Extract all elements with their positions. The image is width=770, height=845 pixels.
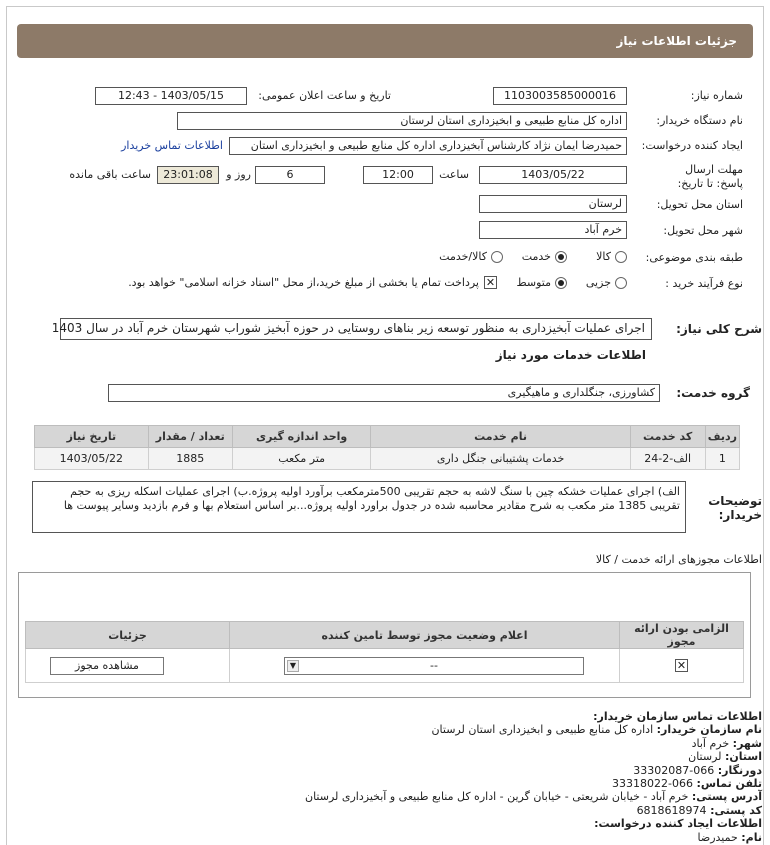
cell-service-code: الف-2-24 xyxy=(630,448,705,470)
contact-fax-row: دورنگار: 066-33302087 xyxy=(633,763,762,777)
treasury-checkbox[interactable]: ✕ xyxy=(485,276,496,289)
province-field: لرستان xyxy=(479,195,627,213)
city-field: خرم آباد xyxy=(479,221,627,239)
cell-permit-required xyxy=(620,649,744,683)
contact-org-row: نام سازمان خریدار: اداره کل منابع طبیعی و ابخیزداری استان لرستان xyxy=(431,723,762,737)
payment-note: پرداخت تمام یا بخشی از مبلغ خرید،از محل "اسناد خزانه اسلامی" خواهد بود. xyxy=(128,276,479,289)
cell-permit-status xyxy=(230,649,620,683)
deadline-date-field: 1403/05/22 xyxy=(479,166,627,184)
contact-city-row: شهر: خرم آباد xyxy=(691,736,762,750)
announce-field: 1403/05/15 - 12:43 xyxy=(95,87,247,105)
view-permit-button[interactable]: مشاهده مجوز xyxy=(50,657,164,675)
contact-phone-row: تلفن تماس: 066-33318022 xyxy=(612,777,762,791)
province-label: استان محل تحویل: xyxy=(656,198,743,211)
need-number-field: 1103003585000016 xyxy=(493,87,627,105)
category-radio-goods[interactable] xyxy=(615,251,627,263)
buyer-org-field: اداره کل منابع طبیعی و ابخیزداری استان لرستان xyxy=(177,112,627,130)
service-group-label: گروه خدمت: xyxy=(676,386,750,400)
services-table-header xyxy=(35,426,740,448)
days-field: 6 xyxy=(255,166,325,184)
process-option-medium: متوسط xyxy=(516,276,551,289)
buyer-org-label: نام دستگاه خریدار: xyxy=(656,114,743,127)
col-quantity: تعداد / مقدار xyxy=(148,426,232,448)
permits-title: اطلاعات مجوزهای ارائه خدمت / کالا xyxy=(595,553,762,566)
col-permit-details: جزئیات xyxy=(26,622,230,649)
col-service-code: کد خدمت xyxy=(630,426,705,448)
buyer-contact-section xyxy=(22,710,762,844)
buyer-notes-label: توضیحات خریدار: xyxy=(708,494,762,522)
category-option-goods: کالا xyxy=(596,250,611,263)
description-label: شرح کلی نیاز: xyxy=(676,322,762,336)
creator-title: اطلاعات ایجاد کننده درخواست: xyxy=(594,817,762,831)
cell-row: 1 xyxy=(705,448,739,470)
process-option-minor: جزیی xyxy=(585,276,611,289)
buyer-notes-field: الف) اجرای عملیات خشکه چین با سنگ لاشه به حجم تقریبی 500مترمکعب برآورد اولیه پروژه.ب) اجرای عملیات اسکله ریزی به حجم تقریبی 1385 متر مکعب به شرح مقادیر محاسبه شده در جدول براورد اولیه پروژه...بر اساس استعلام بها و فرم بازدید وسایر پیوست ها xyxy=(32,481,686,533)
description-field: اجرای عملیات آبخیزداری به منظور توسعه زیر بناهای روستایی در حوزه آبخیز شوراب شهرستان خرم آباد در سال 1403 xyxy=(60,318,652,340)
cell-quantity: 1885 xyxy=(148,448,232,470)
page-title: جزئیات اطلاعات نیاز xyxy=(616,34,737,48)
page-header xyxy=(17,24,753,58)
remaining-label: ساعت باقی مانده xyxy=(69,168,151,181)
col-need-date: تاریخ نیاز xyxy=(35,426,149,448)
services-title: اطلاعات خدمات مورد نیاز xyxy=(495,348,646,362)
category-option-service: خدمت xyxy=(521,250,551,263)
cell-service-name: خدمات پشتیبانی جنگل داری xyxy=(371,448,630,470)
remaining-time-field: 23:01:08 xyxy=(157,166,219,184)
category-radio-goods-service[interactable] xyxy=(491,251,503,263)
cell-permit-details xyxy=(26,649,230,683)
city-label: شهر محل تحویل: xyxy=(663,224,743,237)
need-number-label: شماره نیاز: xyxy=(690,89,743,102)
service-group-field: کشاورزی، جنگلداری و ماهیگیری xyxy=(108,384,660,402)
contact-address-row: آدرس پستی: خرم آباد - خیابان شریعتی - خیابان گرین - اداره کل منابع طبیعی و آبخیزداری لرستان xyxy=(304,790,762,804)
process-radio-medium[interactable] xyxy=(555,277,567,289)
category-radio-service[interactable] xyxy=(555,251,567,263)
deadline-label: مهلت ارسال پاسخ: تا تاریخ: xyxy=(677,163,743,190)
creator-name-row: نام: حمیدرضا xyxy=(697,830,762,844)
permit-required-checkbox: ✕ xyxy=(676,659,687,672)
contact-postal-row: کد پستی: 6818618974 xyxy=(636,803,762,817)
contact-buyer-link[interactable]: اطلاعات تماس خریدار xyxy=(121,139,223,152)
col-unit: واحد اندازه گیری xyxy=(232,426,371,448)
col-row: ردیف xyxy=(705,426,739,448)
dropdown-arrow-icon: ▼ xyxy=(287,660,299,672)
permits-table-header xyxy=(26,622,744,649)
col-permit-status: اعلام وضعیت مجوز توسط تامین کننده xyxy=(230,622,620,649)
category-option-goods-service: کالا/خدمت xyxy=(439,250,487,263)
requester-field: حمیدرضا ایمان نژاد کارشناس آبخیزداری اداره کل منابع طبیعی و ابخیزداری استان xyxy=(229,137,627,155)
table-row xyxy=(26,649,744,683)
permits-table xyxy=(25,621,744,683)
process-radio-minor[interactable] xyxy=(615,277,627,289)
permits-panel xyxy=(18,572,751,698)
requester-label: ایجاد کننده درخواست: xyxy=(641,139,743,152)
deadline-time-label: ساعت xyxy=(439,168,469,181)
col-service-name: نام خدمت xyxy=(371,426,630,448)
permit-status-select[interactable] xyxy=(284,657,584,675)
contact-title: اطلاعات تماس سازمان خریدار: xyxy=(593,710,762,723)
cell-need-date: 1403/05/22 xyxy=(35,448,149,470)
cell-unit: متر مکعب xyxy=(232,448,371,470)
process-label: نوع فرآیند خرید : xyxy=(665,277,743,290)
table-row xyxy=(35,448,740,470)
days-label: روز و xyxy=(226,168,251,181)
category-label: طبقه بندی موضوعی: xyxy=(645,251,743,264)
announce-label: تاریخ و ساعت اعلان عمومی: xyxy=(258,89,391,102)
permit-status-value: -- xyxy=(430,659,438,672)
col-permit-required: الزامی بودن ارائه مجوز xyxy=(620,622,744,649)
need-info-panel xyxy=(18,71,753,301)
deadline-time-field: 12:00 xyxy=(363,166,433,184)
contact-province-row: استان: لرستان xyxy=(688,750,762,764)
services-table xyxy=(34,425,740,470)
